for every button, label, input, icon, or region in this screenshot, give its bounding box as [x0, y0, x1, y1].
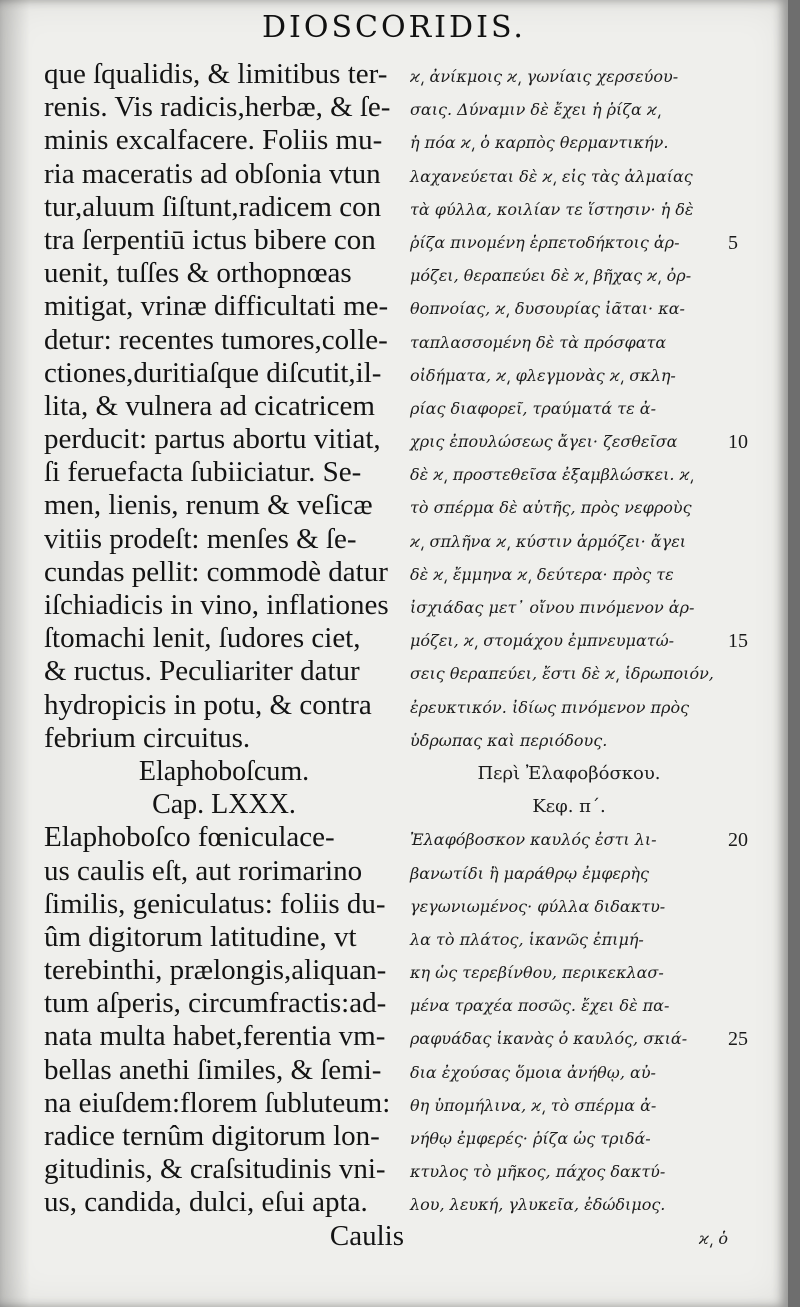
- latin-line: minis excalfacere. Foliis mu-: [44, 124, 383, 157]
- latin-line: us, candida, dulci, eſui apta.: [44, 1186, 368, 1219]
- latin-line: ſimilis, geniculatus: foliis du-: [44, 887, 386, 920]
- latin-line: Elaphoboſco fœniculace-: [44, 821, 335, 854]
- latin-line: us caulis eſt, aut rorimarino: [44, 854, 363, 887]
- greek-line: ϰ͵ ἀνίκμοις ϰ͵ γωνίαις χερσεύου-: [410, 67, 679, 86]
- line-number-25: 25: [728, 1028, 748, 1050]
- greek-column: [410, 60, 728, 1255]
- greek-line: βανωτίδι ἢ μαράθρῳ ἐμφερὴς: [410, 863, 649, 883]
- greek-line: ραφυάδας ἱκανὰς ὁ καυλός, σκιά-: [410, 1029, 688, 1049]
- greek-line: ἡ πόα ϰ͵ ὁ καρπὸς θερμαντικήν.: [410, 133, 669, 153]
- greek-line: λα τὸ πλάτος, ἱκανῶς ἐπιμή-: [410, 929, 644, 949]
- greek-chapter-number: Κεφ. π΄.: [532, 796, 606, 818]
- greek-line: δὲ ϰ͵ ἔμμηνα ϰ͵ δεύτερα· πρὸς τε: [410, 564, 674, 584]
- greek-line: Ἐλαφόβοσκον καυλός ἐστι λι-: [410, 830, 657, 850]
- latin-line: febrium circuitus.: [44, 721, 251, 754]
- latin-chapter-number: Cap. LXXX.: [152, 789, 296, 821]
- latin-line: uenit, tuſſes & orthopnœas: [44, 257, 352, 290]
- latin-line: na eiuſdem:florem ſubluteum:: [44, 1086, 391, 1119]
- greek-line: μόζει, ϰ͵ στομάχου ἐμπνευματώ-: [410, 631, 675, 651]
- greek-line: τὸ σπέρμα δὲ αὐτῆς, πρὸς νεφροὺς: [410, 498, 692, 518]
- greek-line: κτυλος τὸ μῆκος, πάχος δακτύ-: [410, 1162, 666, 1182]
- greek-line: ῥίζα πινομένη ἑρπετοδήκτοις ἁρ-: [410, 232, 680, 252]
- latin-line: ria maceratis ad obſonia vtun: [44, 157, 381, 190]
- greek-line: σεις θεραπεύει, ἔστι δὲ ϰ͵ ἱδρωποιόν,: [410, 664, 714, 684]
- greek-text-block-2: [410, 823, 728, 1221]
- greek-line: μόζει, θεραπεύει δὲ ϰ͵ βῆχας ϰ͵ ὀρ-: [410, 266, 692, 286]
- latin-line: ſtomachi lenit, ſudores ciet,: [44, 622, 361, 655]
- latin-line: tra ſerpentiū ictus bibere con: [44, 223, 376, 256]
- latin-line: terebinthi, prælongis,aliquan-: [44, 954, 387, 987]
- latin-line: lita, & vulnera ad cicatricem: [44, 389, 375, 422]
- latin-line: que ſqualidis, & limitibus ter-: [44, 58, 388, 90]
- greek-line: λου, λευκή, γλυκεῖα, ἐδώδιμος.: [410, 1195, 666, 1215]
- latin-line: tum aſperis, circumfractis:ad-: [44, 987, 387, 1020]
- greek-line: ρίας διαφορεῖ, τραύματά τε ἀ-: [410, 398, 656, 418]
- greek-line: ἐρευκτικόν. ἰδίως πινόμενον πρὸς: [410, 697, 690, 717]
- greek-text-block-1: [410, 60, 728, 757]
- running-header: DIOSCORIDIS.: [262, 10, 526, 45]
- latin-line: perducit: partus abortu vitiat,: [44, 423, 381, 456]
- greek-line: θοπνοίας, ϰ͵ δυσουρίας ἰᾶται· κα-: [410, 299, 685, 319]
- greek-line: τὰ φύλλα, κοιλίαν τε ἵστησιν· ἡ δὲ: [410, 199, 694, 219]
- latin-line: gitudinis, & craſsitudinis vni-: [44, 1153, 386, 1186]
- greek-line: δια ἐχούσας ὅμοια ἀνήθῳ, αὐ-: [410, 1062, 656, 1082]
- greek-line: ταπλασσομένη δὲ τὰ πρόσφατα: [410, 332, 667, 352]
- greek-line: ὑδρωπας καὶ περιόδους.: [410, 730, 608, 750]
- greek-catchword: ϰ͵ ὁ: [698, 1228, 728, 1248]
- latin-text-block-2: [44, 821, 404, 1219]
- greek-line: μένα τραχέα ποσῶς. ἔχει δὲ πα-: [410, 996, 670, 1016]
- latin-line: men, lienis, renum & veſicæ: [44, 489, 373, 522]
- latin-line: ſi feruefacta ſubiiciatur. Se-: [44, 456, 362, 489]
- line-number-5: 5: [728, 232, 738, 254]
- latin-line: nata multa habet,ferentia vm-: [44, 1020, 386, 1053]
- greek-line: νήθῳ ἐμφερές· ῥίζα ὡς τριδά-: [410, 1129, 651, 1148]
- greek-line: γεγωνιωμένος· φύλλα διδακτυ-: [410, 896, 666, 916]
- greek-line: κη ὡς τερεβίνθου, περικεκλασ-: [410, 963, 664, 983]
- latin-line: ctiones,duritiaſque diſcutit,il-: [44, 356, 382, 389]
- latin-line: vitiis prodeſt: menſes & ſe-: [44, 522, 357, 555]
- greek-line: σαις. Δύναμιν δὲ ἔχει ἡ ῥίζα ϰ͵: [410, 100, 662, 120]
- latin-chapter-title: Elaphoboſcum.: [138, 755, 310, 787]
- greek-line: οἰδήματα, ϰ͵ φλεγμονὰς ϰ͵ σκλη-: [410, 365, 676, 385]
- greek-chapter-title: Περὶ Ἐλαφοβόσκου.: [477, 762, 661, 784]
- page-gutter-shadow: [0, 0, 30, 1307]
- latin-line: iſchiadicis in vino, inflationes: [44, 589, 389, 621]
- greek-line: θη ὑπομήλινα, ϰ͵ τὸ σπέρμα ἀ-: [410, 1095, 657, 1115]
- latin-line: mitigat, vrinæ difficultati me-: [44, 290, 389, 323]
- line-number-15: 15: [728, 630, 748, 652]
- greek-line: ϰ͵ σπλῆνα ϰ͵ κύστιν ἁρμόζει· ἄγει: [410, 531, 687, 551]
- latin-line: bellas anethi ſimiles, & ſemi-: [44, 1053, 382, 1086]
- line-number-20: 20: [728, 829, 748, 851]
- latin-line: detur: recentes tumores,colle-: [44, 323, 388, 356]
- greek-line: ἰσχιάδας μετ᾽ οἴνου πινόμενον ἁρ-: [410, 598, 695, 617]
- greek-line: λαχανεύεται δὲ ϰ͵ εἰς τὰς ἀλμαίας: [410, 166, 693, 186]
- greek-line: χρις ἐπουλώσεως ἄγει· ζεσθεῖσα: [410, 432, 678, 452]
- latin-line: renis. Vis radicis,herbæ, & ſe-: [44, 91, 391, 124]
- latin-line: ûm digitorum latitudine, vt: [44, 920, 357, 953]
- line-number-10: 10: [728, 431, 748, 453]
- greek-line: δὲ ϰ͵ προστεθεῖσα ἐξαμβλώσκει. ϰ͵: [410, 465, 694, 485]
- latin-catchword: Caulis: [329, 1219, 404, 1252]
- latin-line: & ructus. Peculiariter datur: [44, 655, 360, 688]
- latin-line: radice ternûm digitorum lon-: [44, 1120, 380, 1152]
- latin-line: tur,aluum ſiſtunt,radicem con: [44, 190, 382, 223]
- latin-column: [44, 58, 404, 1253]
- latin-line: cundas pellit: commodè datur: [44, 555, 388, 588]
- latin-text-block-1: [44, 58, 404, 755]
- latin-line: hydropicis in potu, & contra: [44, 688, 372, 721]
